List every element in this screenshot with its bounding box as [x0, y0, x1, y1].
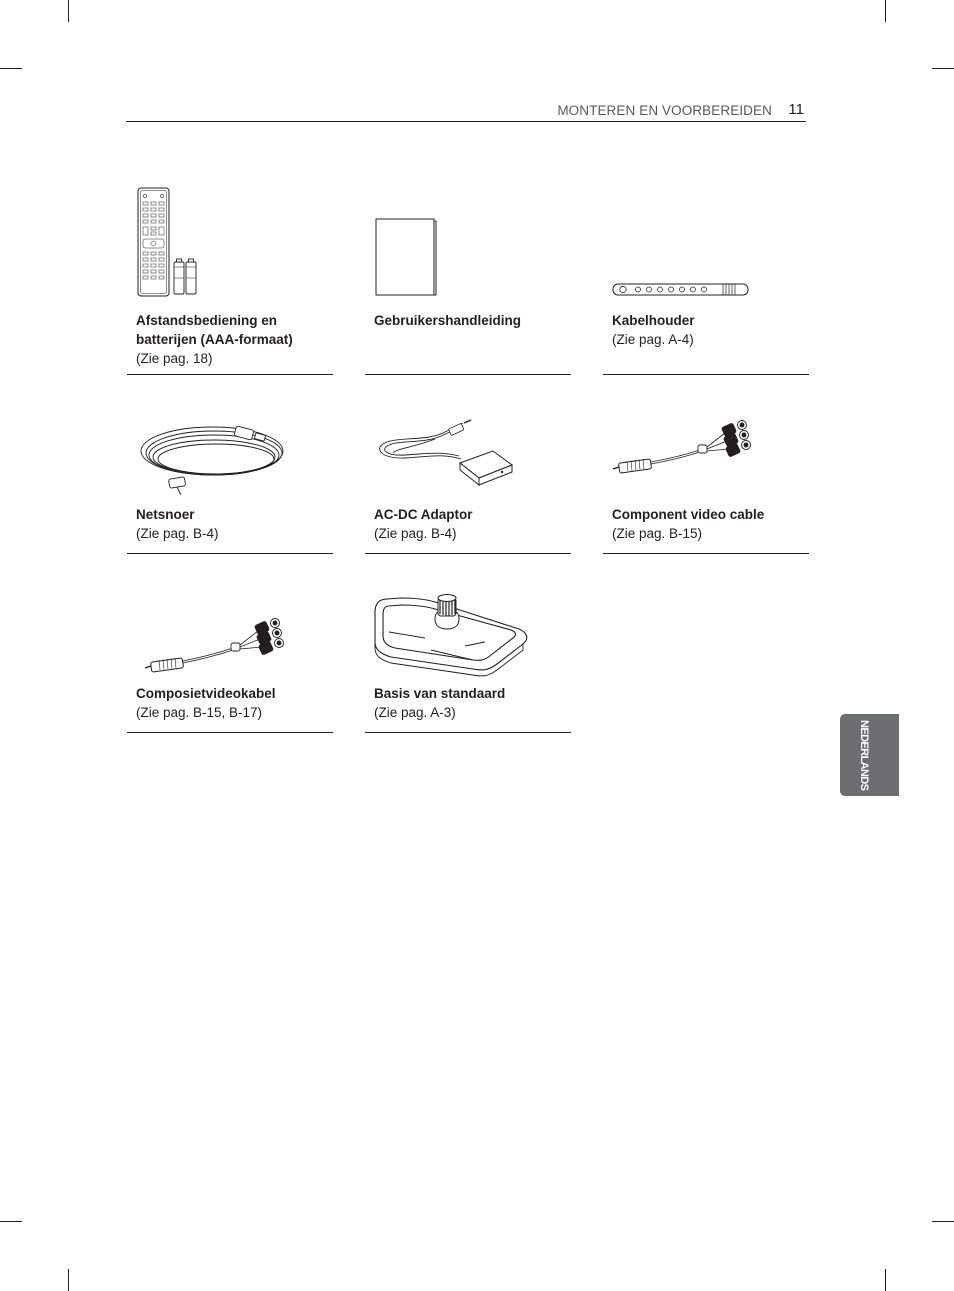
accessory-item-ac-dc-adaptor — [365, 375, 571, 554]
stand-base-icon — [365, 554, 571, 684]
item-caption — [136, 505, 219, 543]
crop-mark — [68, 0, 69, 22]
page-header — [126, 98, 806, 122]
item-caption — [136, 684, 276, 722]
item-caption — [136, 311, 311, 368]
item-name: Kabelhouder — [612, 313, 695, 328]
item-page-reference: (Zie pag. 18) — [136, 351, 213, 366]
item-page-reference: (Zie pag. B-15, B-17) — [136, 705, 263, 720]
item-page-reference: (Zie pag. B-4) — [374, 526, 457, 541]
accessory-item-composite-video-cable — [127, 554, 333, 733]
item-caption — [374, 505, 473, 543]
page-number: 11 — [788, 101, 804, 118]
language-tab — [840, 714, 899, 796]
header-divider — [126, 121, 806, 122]
section-title: MONTEREN EN VOORBEREIDEN — [557, 103, 772, 118]
accessory-item-component-video-cable — [603, 375, 809, 554]
item-name: Afstandsbediening en batterijen (AAA-formaat) — [136, 313, 293, 347]
item-page-reference: (Zie pag. B-4) — [136, 526, 219, 541]
item-name: Gebruikershandleiding — [374, 313, 522, 328]
item-caption — [612, 505, 764, 543]
component-video-cable-icon — [603, 375, 809, 505]
crop-mark — [885, 0, 886, 22]
item-page-reference: (Zie pag. B-15) — [612, 526, 703, 541]
crop-mark — [932, 1221, 954, 1222]
item-page-reference: (Zie pag. A-3) — [374, 705, 456, 720]
item-name: AC-DC Adaptor — [374, 507, 473, 522]
crop-mark — [0, 1221, 22, 1222]
item-caption — [374, 311, 521, 330]
crop-mark — [68, 1269, 69, 1291]
accessory-item-power-cord — [127, 375, 333, 554]
item-caption — [374, 684, 505, 722]
crop-mark — [932, 68, 954, 69]
item-name: Component video cable — [612, 507, 765, 522]
crop-mark — [885, 1269, 886, 1291]
item-name: Netsnoer — [136, 507, 195, 522]
ac-dc-adapter-icon — [365, 375, 571, 505]
cable-holder-icon — [603, 184, 809, 304]
language-label: NEDERLANDS — [858, 720, 870, 791]
power-cord-icon — [127, 375, 333, 505]
accessory-item-remote — [127, 184, 333, 375]
crop-mark — [0, 68, 22, 69]
accessory-item-cable-holder — [603, 184, 809, 375]
item-name: Basis van standaard — [374, 686, 506, 701]
item-caption — [612, 311, 695, 349]
manual-booklet-icon — [365, 184, 571, 304]
accessory-item-manual — [365, 184, 571, 375]
remote-control-with-batteries-icon — [127, 184, 333, 304]
item-name: Composietvideokabel — [136, 686, 276, 701]
accessory-item-stand-base — [365, 554, 571, 733]
composite-video-cable-icon — [127, 554, 333, 684]
item-page-reference: (Zie pag. A-4) — [612, 332, 694, 347]
